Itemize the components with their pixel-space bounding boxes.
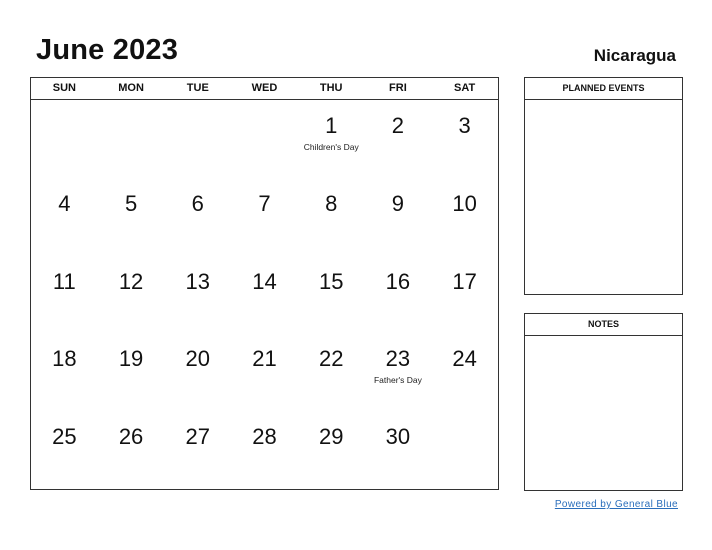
weekday-wed: WED — [251, 82, 278, 94]
day-cell — [164, 333, 231, 411]
powered-by-link[interactable]: Powered by General Blue — [554, 499, 678, 510]
day-cell — [31, 333, 98, 411]
day-number: 1 — [325, 113, 338, 138]
day-number: 18 — [52, 346, 77, 372]
weekday-fri: FRI — [389, 82, 407, 94]
day-cell — [431, 411, 498, 489]
day-cell — [231, 100, 298, 178]
day-number: 15 — [318, 268, 344, 294]
day-number: 29 — [318, 424, 344, 450]
day-cell — [164, 178, 231, 256]
day-cell — [231, 256, 298, 334]
day-number: 19 — [118, 346, 144, 372]
day-cell — [31, 100, 98, 178]
day-number: 7 — [258, 190, 271, 216]
calendar-weeks — [31, 100, 498, 489]
day-cell — [164, 411, 231, 489]
day-number: 30 — [385, 424, 411, 450]
day-number: 24 — [452, 346, 477, 372]
day-number: 27 — [185, 424, 211, 450]
day-cell — [298, 411, 365, 489]
day-number: 16 — [385, 268, 411, 294]
day-cell — [365, 256, 432, 334]
weekday-tue: TUE — [186, 82, 209, 94]
day-cell — [98, 411, 165, 489]
day-cell — [31, 411, 98, 489]
day-number: 6 — [191, 190, 204, 216]
day-cell — [164, 256, 231, 334]
day-number: 23 — [385, 346, 411, 372]
day-cell — [98, 333, 165, 411]
day-cell — [298, 256, 365, 334]
day-cell — [98, 178, 165, 256]
weekday-mon: MON — [118, 82, 144, 94]
notes-panel — [524, 313, 683, 491]
day-cell — [231, 178, 298, 256]
day-cell — [365, 333, 432, 411]
day-number: 25 — [52, 424, 77, 450]
weekday-sun: SUN — [52, 82, 76, 94]
planned-events-panel — [524, 77, 683, 295]
holiday-label: Children's Day — [303, 142, 359, 152]
day-number: 28 — [252, 424, 277, 450]
day-cell — [431, 178, 498, 256]
holiday-label: Father's Day — [373, 375, 422, 386]
day-cell — [164, 100, 231, 178]
day-number: 2 — [391, 113, 405, 138]
day-number: 20 — [185, 346, 211, 372]
calendar-grid — [30, 77, 499, 490]
page-title: June 2023 — [36, 34, 179, 66]
day-cell — [365, 178, 432, 256]
day-number: 14 — [252, 268, 277, 294]
day-cell — [231, 411, 298, 489]
day-number: 13 — [185, 268, 211, 294]
day-cell — [31, 178, 98, 256]
day-number: 8 — [325, 190, 338, 216]
day-number: 11 — [52, 268, 76, 294]
day-number: 4 — [58, 190, 71, 216]
weekday-thu: THU — [319, 82, 343, 94]
day-cell — [431, 100, 498, 178]
weekday-sat: SAT — [454, 82, 476, 94]
country-label: Nicaragua — [593, 46, 676, 65]
day-number: 10 — [452, 190, 477, 216]
day-number: 9 — [391, 190, 405, 216]
day-number: 17 — [452, 268, 477, 294]
weekday-header-row — [31, 78, 498, 100]
day-number: 21 — [252, 346, 277, 372]
day-number: 3 — [458, 113, 471, 138]
day-number: 26 — [118, 424, 144, 450]
day-cell — [298, 333, 365, 411]
day-cell — [98, 100, 165, 178]
day-cell — [431, 256, 498, 334]
planned-events-header: PLANNED EVENTS — [525, 78, 682, 100]
day-cell — [231, 333, 298, 411]
day-cell — [365, 411, 432, 489]
day-number: 5 — [124, 190, 138, 216]
day-cell — [31, 256, 98, 334]
day-number: 12 — [118, 268, 144, 294]
day-cell — [365, 100, 432, 178]
notes-header: NOTES — [525, 314, 682, 336]
day-cell — [431, 333, 498, 411]
day-number: 22 — [318, 346, 344, 372]
day-cell — [298, 100, 365, 178]
day-cell — [298, 178, 365, 256]
day-cell — [98, 256, 165, 334]
